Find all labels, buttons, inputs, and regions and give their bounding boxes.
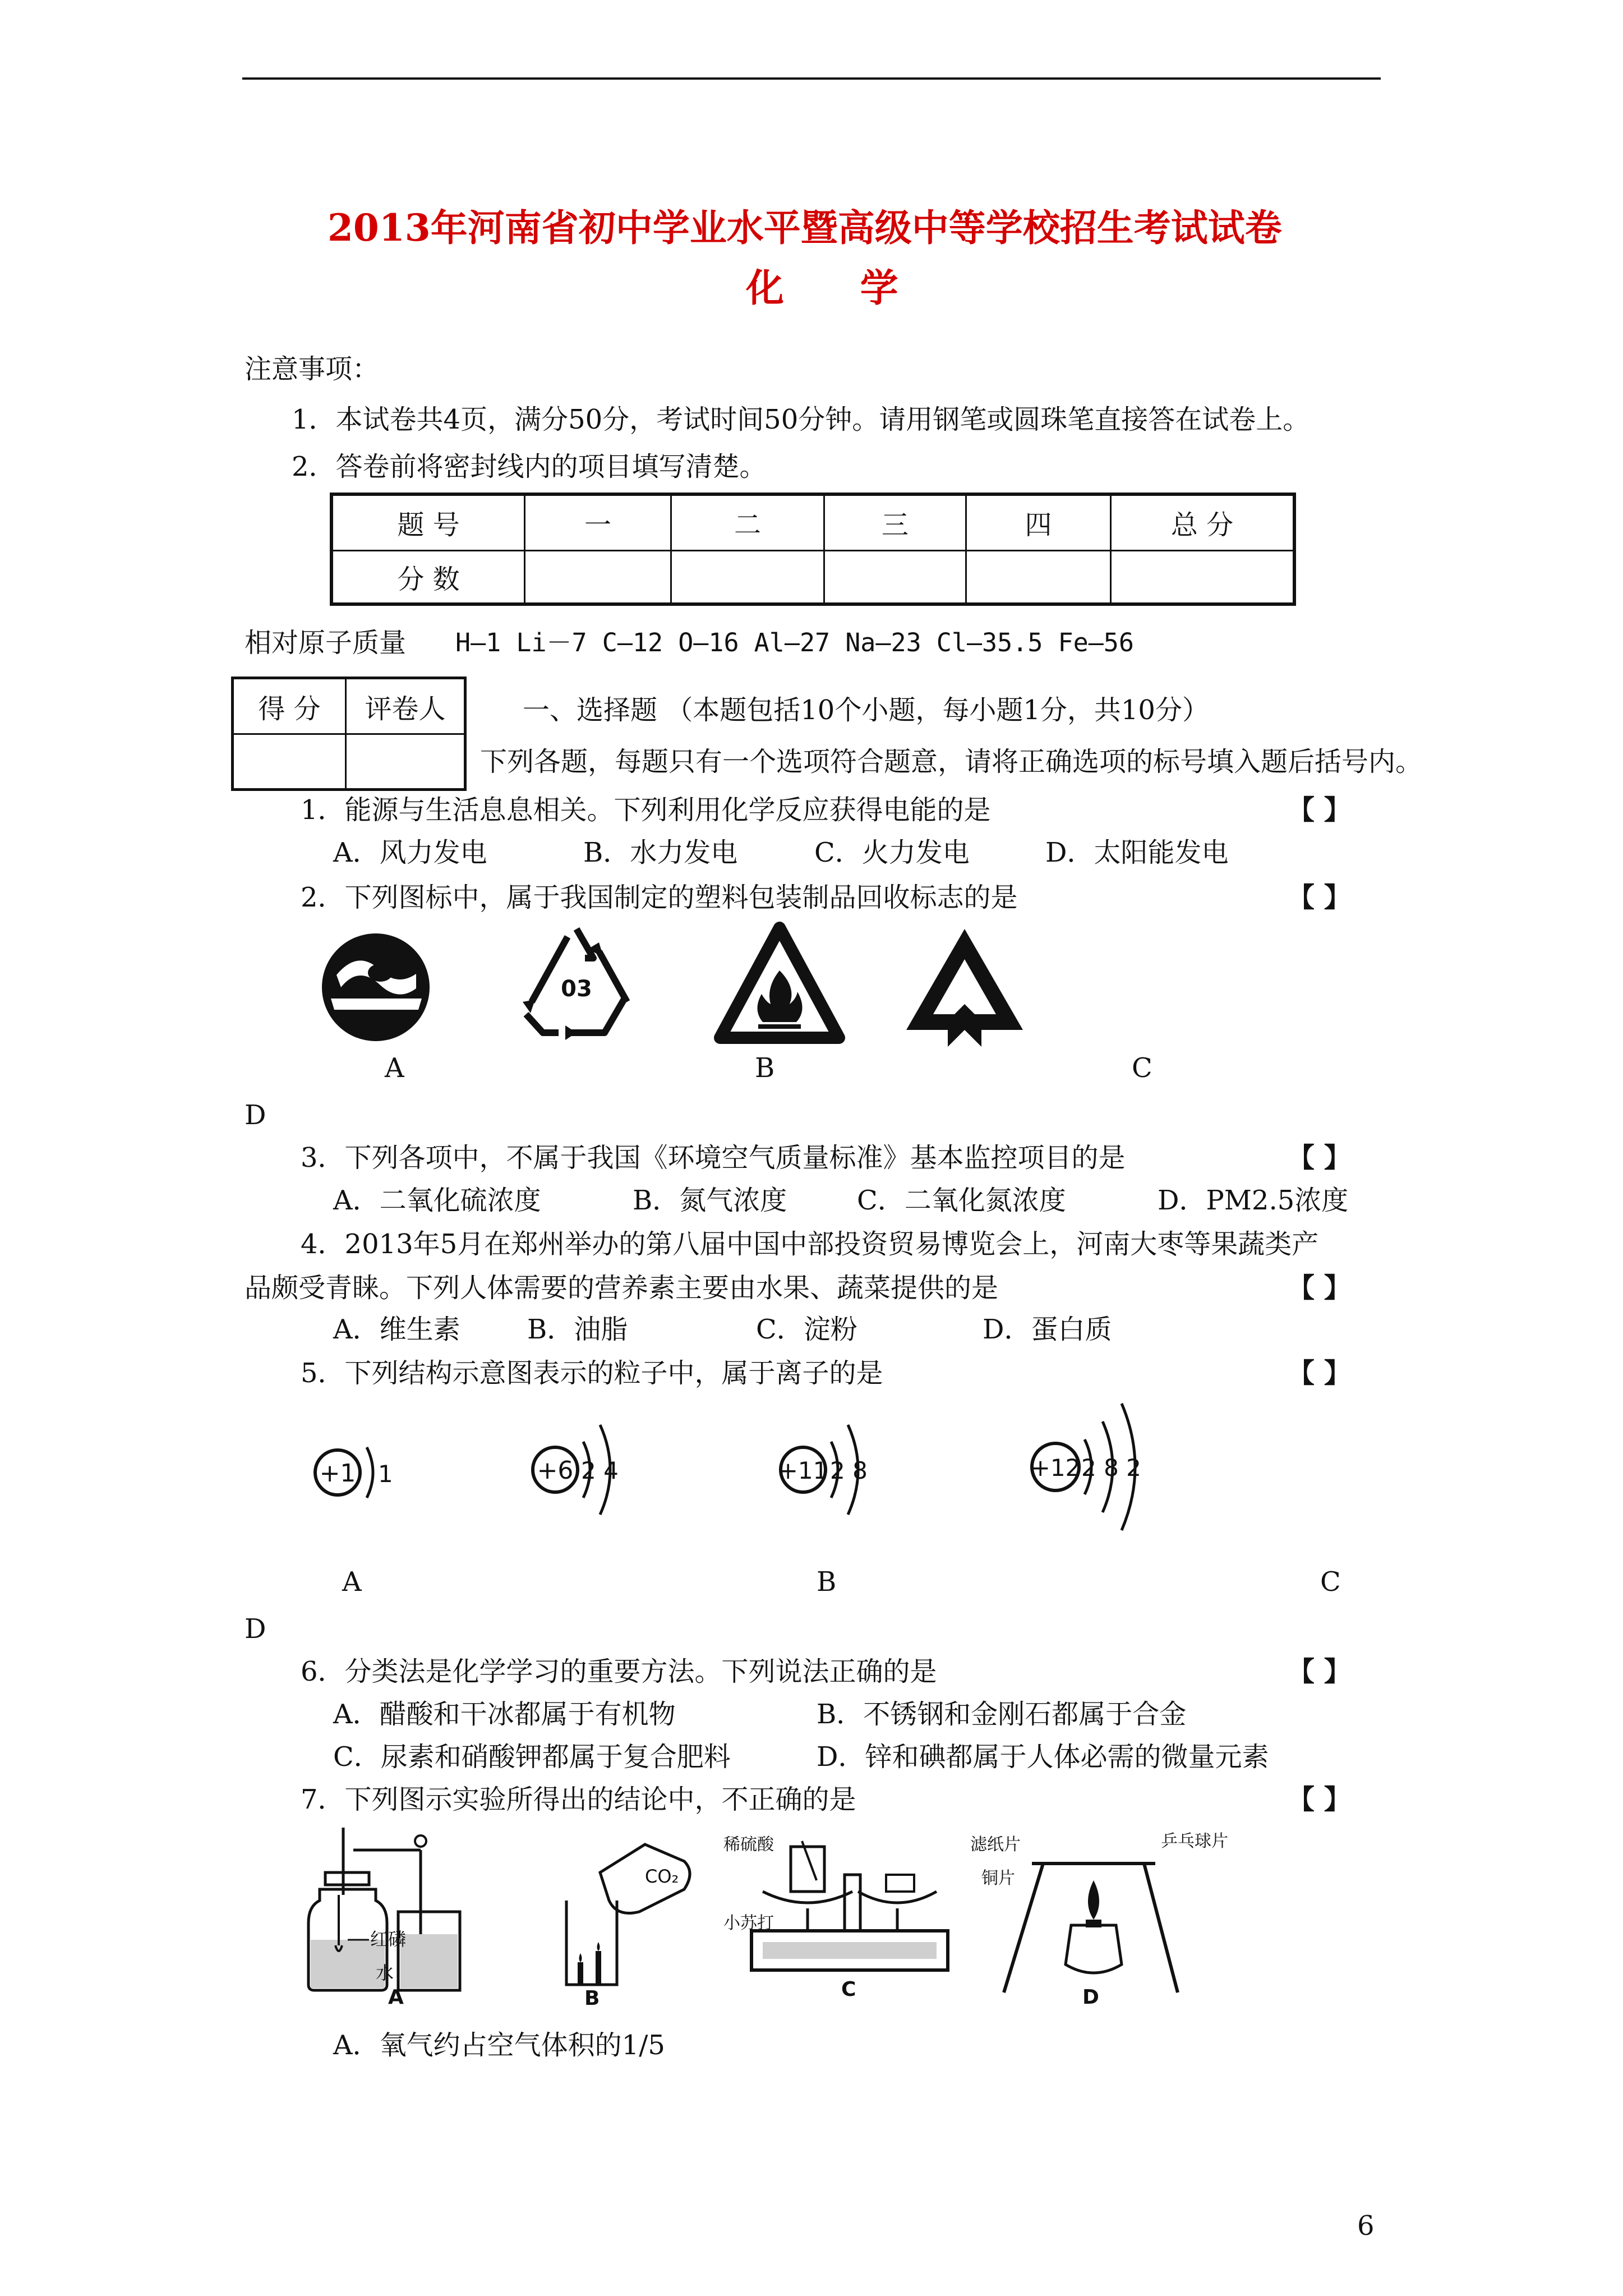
q4-answer-bracket[interactable]: 【 】	[1288, 1272, 1351, 1304]
q5-particle-a	[310, 1430, 399, 1515]
q5-label-d: D	[245, 1613, 266, 1645]
atomic-mass-label: 相对原子质量	[245, 627, 407, 659]
q2-label-a: A	[385, 1052, 404, 1084]
score-header: 四	[966, 494, 1111, 550]
q5-electrons-a: 1	[378, 1460, 393, 1488]
score-row-label: 分 数	[331, 550, 525, 604]
q5-electrons-b: 2 4	[581, 1457, 619, 1484]
q3-option-c: C．二氧化氮浓度	[857, 1185, 1066, 1216]
top-rule	[242, 77, 1381, 80]
grader-name-cell[interactable]	[346, 734, 465, 790]
q3-option-d: D．PM2.5浓度	[1158, 1185, 1349, 1216]
atomic-mass-values: H—1 Li－7 C—12 O—16 Al—27 Na—23 Cl—35.5 Fe—56	[455, 628, 1134, 657]
q5-electrons-d: 2 8 2	[1081, 1454, 1141, 1481]
q1-answer-bracket[interactable]: 【 】	[1288, 794, 1351, 826]
q6-option-c: C．尿素和硝酸钾都属于复合肥料	[333, 1741, 731, 1773]
q2-icon-c	[897, 920, 1032, 1055]
q5-label-b: B	[817, 1566, 837, 1598]
q7-figure-c	[718, 1830, 953, 2009]
page-number: 6	[1357, 2210, 1375, 2242]
q6-option-d: D．锌和碘都属于人体必需的微量元素	[817, 1741, 1269, 1773]
q3-option-a: A．二氧化硫浓度	[333, 1185, 541, 1216]
q5-particle-d	[1018, 1397, 1187, 1537]
q7-label-co2: CO₂	[645, 1866, 679, 1887]
q7-fig-letter-b: B	[584, 1987, 600, 2010]
q7-figure-b	[555, 1833, 701, 2010]
q7-label-acid: 稀硫酸	[723, 1835, 774, 1855]
q4-option-a: A．维生素	[333, 1314, 460, 1345]
grader-name-label: 评卷人	[346, 678, 465, 734]
q6-answer-bracket[interactable]: 【 】	[1288, 1656, 1351, 1687]
q1-option-d: D．太阳能发电	[1045, 837, 1229, 868]
q2-label-d: D	[245, 1099, 266, 1131]
q3-option-b: B．氮气浓度	[633, 1185, 787, 1216]
q1-option-b: B．水力发电	[583, 837, 738, 868]
q5-label-c: C	[1320, 1566, 1341, 1598]
q5-label-a: A	[342, 1566, 362, 1598]
q4-option-d: D．蛋白质	[983, 1314, 1112, 1345]
score-header: 一	[525, 494, 671, 550]
notes-heading: 注意事项：	[245, 353, 380, 385]
q7-label-soda: 小苏打	[723, 1913, 774, 1933]
q3-answer-bracket[interactable]: 【 】	[1288, 1142, 1351, 1174]
q2-icon-recycle	[509, 918, 644, 1052]
q5-nucleus-d: +12	[1030, 1454, 1081, 1481]
q2-recycle-code: 03	[561, 976, 592, 1002]
q2-icon-flammable	[712, 920, 847, 1049]
q4-stem-line2: 品颇受青睐。下列人体需要的营养素主要由水果、蔬菜提供的是	[245, 1272, 999, 1304]
section1-title: 一、选择题 （本题包括10个小题，每小题1分，共10分）	[523, 694, 1209, 726]
grader-box	[231, 677, 467, 791]
q7-figure-d	[970, 1830, 1228, 2009]
q1-option-c: C．火力发电	[814, 837, 970, 868]
q5-particle-c	[769, 1408, 893, 1531]
score-header: 三	[824, 494, 966, 550]
score-cell[interactable]	[671, 550, 824, 604]
section1-instruction: 下列各题，每题只有一个选项符合题意，请将正确选项的标号填入题后括号内。	[480, 746, 1423, 777]
q5-answer-bracket[interactable]: 【 】	[1288, 1358, 1351, 1389]
q6-stem: 6．分类法是化学学习的重要方法。下列说法正确的是	[301, 1656, 937, 1687]
q7-label-copper: 铜片	[981, 1869, 1015, 1888]
q5-particle-b	[522, 1408, 645, 1531]
q6-option-b: B．不锈钢和金刚石都属于合金	[817, 1699, 1187, 1730]
note-item-2: 2．答卷前将密封线内的项目填写清楚。	[292, 451, 767, 482]
q7-fig-letter-c: C	[841, 1978, 856, 2001]
q5-nucleus-c: +11	[778, 1457, 828, 1484]
q4-option-b: B．油脂	[527, 1314, 628, 1345]
q1-stem: 1．能源与生活息息相关。下列利用化学反应获得电能的是	[301, 794, 991, 826]
q7-fig-letter-d: D	[1082, 1986, 1099, 2009]
q7-stem: 7．下列图示实验所得出的结论中，不正确的是	[301, 1784, 856, 1815]
score-cell[interactable]	[966, 550, 1111, 604]
q6-option-a: A．醋酸和干冰都属于有机物	[333, 1699, 676, 1730]
grader-score-cell[interactable]	[233, 734, 346, 790]
q2-stem: 2．下列图标中，属于我国制定的塑料包装制品回收标志的是	[301, 882, 1018, 913]
q1-option-a: A．风力发电	[333, 837, 487, 868]
q5-nucleus-a: +1	[319, 1459, 356, 1488]
q2-label-c: C	[1132, 1052, 1152, 1084]
q7-label-phosphorus: 红磷	[370, 1929, 407, 1950]
score-table	[330, 493, 1296, 606]
q7-option-a: A．氧气约占空气体积的1/5	[333, 2030, 665, 2061]
score-header: 题 号	[331, 494, 525, 550]
q7-label-water: 水	[376, 1962, 394, 1984]
q7-label-filter: 滤纸片	[970, 1835, 1021, 1855]
q4-stem-line1: 4．2013年5月在郑州举办的第八届中国中部投资贸易博览会上，河南大枣等果蔬类产	[301, 1228, 1319, 1260]
q2-icon-a	[314, 926, 437, 1049]
q2-answer-bracket[interactable]: 【 】	[1288, 882, 1351, 913]
q4-option-c: C．淀粉	[756, 1314, 857, 1345]
score-header: 总 分	[1111, 494, 1295, 550]
score-cell[interactable]	[525, 550, 671, 604]
subject-title: 化 学	[746, 266, 930, 311]
q7-label-pingpong: 乒乓球片	[1161, 1832, 1228, 1851]
grader-score-label: 得 分	[233, 678, 346, 734]
q7-fig-letter-a: A	[388, 1986, 404, 2009]
q5-nucleus-b: +6	[537, 1456, 574, 1485]
score-header: 二	[671, 494, 824, 550]
q2-label-b: B	[755, 1052, 775, 1084]
q5-stem: 5．下列结构示意图表示的粒子中，属于离子的是	[301, 1358, 883, 1389]
note-item-1: 1．本试卷共4页，满分50分，考试时间50分钟。请用钢笔或圆珠笔直接答在试卷上。	[292, 404, 1310, 435]
q3-stem: 3．下列各项中，不属于我国《环境空气质量标准》基本监控项目的是	[301, 1142, 1126, 1174]
score-cell[interactable]	[1111, 550, 1295, 604]
q7-answer-bracket[interactable]: 【 】	[1288, 1784, 1351, 1815]
q5-electrons-c: 2 8	[830, 1457, 868, 1484]
exam-title: 2013年河南省初中学业水平暨高级中等学校招生考试试卷	[328, 206, 1282, 250]
score-cell[interactable]	[824, 550, 966, 604]
q7-figure-a	[303, 1828, 538, 2007]
